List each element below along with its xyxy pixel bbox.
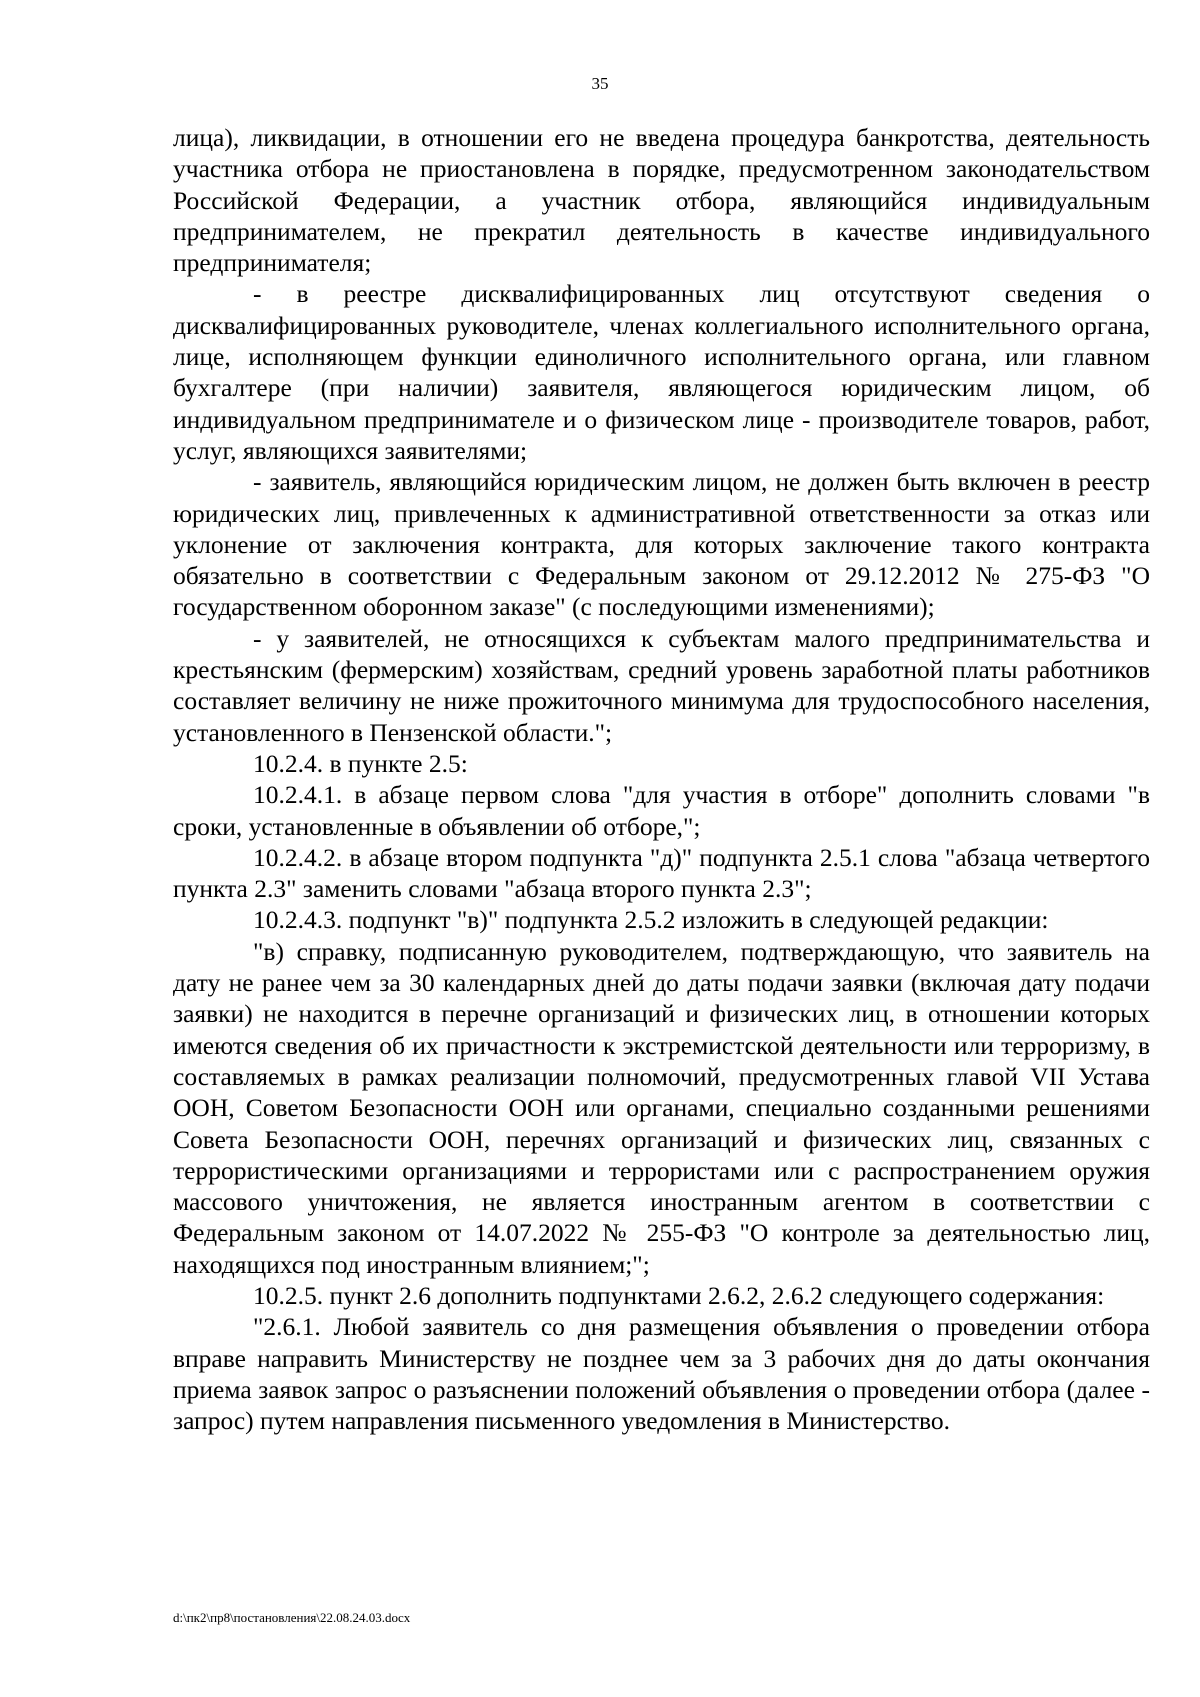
paragraph-10-2-4: 10.2.4. в пункте 2.5:	[253, 748, 468, 778]
document-body	[173, 122, 1150, 1436]
paragraph-average-salary: - у заявителей, не относящихся к субъектам малого предпринимательства и крестьянским (фермерским) хозяйствам, средний уровень заработной платы работников составляет величину не ниже прожиточного минимума для трудоспособного населения, установленного в Пензенской области.";	[173, 623, 1150, 747]
paragraph-disqualified-registry: - в реестре дисквалифицированных лиц отсутствуют сведения о дисквалифицированных руководителе, членах коллегиального исполнительного органа, лице, исполняющем функции единоличного исполнительного органа, или главном бухгалтере (при наличии) заявителя, являющегося юридическим лицом, об индивидуальном предпринимателе и о физическом лице - производителе товаров, работ, услуг, являющихся заявителями;	[173, 279, 1150, 465]
page-number: 35	[591, 74, 609, 93]
paragraph-10-2-4-2: 10.2.4.2. в абзаце втором подпункта "д)" подпункта 2.5.1 слова "абзаца четвертого пункта 2.3" заменить словами "абзаца второго пункта 2.3";	[173, 842, 1150, 904]
paragraph-10-2-4-1: 10.2.4.1. в абзаце первом слова "для участия в отборе" дополнить словами "в сроки, установленные в объявлении об отборе,";	[173, 780, 1150, 841]
paragraph-certificate: "в) справку, подписанную руководителем, подтверждающую, что заявитель на дату не ранее чем за 30 календарных дней до даты подачи заявки (включая дату подачи заявки) не находится в перечне организаций и физических лиц, в отношении которых имеются сведения об их причастности к экстремистской деятельности или терроризму, в составляемых в рамках реализации полномочий, предусмотренных главой VII Устава ООН, Советом Безопасности ООН или органами, специально созданными решениями Совета Безопасности ООН, перечнях организаций и физических лиц, связанных с террористическими организациями и террористами или с распространением оружия массового уничтожения, не является иностранным агентом в соответствии с Федеральным законом от 14.07.2022 № 255-ФЗ "О контроле за деятельностью лиц, находящихся под иностранным влиянием;";	[173, 936, 1150, 1279]
footer-file-path: d:\пк2\пр8\постановления\22.08.24.03.docx	[173, 1610, 411, 1625]
paragraph-continuation: лица), ликвидации, в отношении его не введена процедура банкротства, деятельность участника отбора не приостановлена в порядке, предусмотренном законодательством Российской Федерации, а участник отбора, являющийся индивидуальным предпринимателем, не прекратил деятельность в качестве индивидуального предпринимателя;	[173, 123, 1150, 278]
paragraph-legal-entity-registry: - заявитель, являющийся юридическим лицом, не должен быть включен в реестр юридических лиц, привлеченных к административной ответственности за отказ или уклонение от заключения контракта, для которых заключение такого контракта обязательно в соответствии с Федеральным законом от 29.12.2012 № 275-ФЗ "О государственном оборонном заказе" (с последующими изменениями);	[173, 467, 1150, 622]
paragraph-2-6-1: "2.6.1. Любой заявитель со дня размещения объявления о проведении отбора вправе направить Министерству не позднее чем за 3 рабочих дня до даты окончания приема заявок запрос о разъяснении положений объявления о проведении отбора (далее - запрос) путем направления письменного уведомления в Министерство.	[173, 1312, 1150, 1436]
paragraph-10-2-4-3: 10.2.4.3. подпункт "в)" подпункта 2.5.2 изложить в следующей редакции:	[253, 905, 1049, 935]
paragraph-10-2-5: 10.2.5. пункт 2.6 дополнить подпунктами 2.6.2, 2.6.2 следующего содержания:	[253, 1280, 1105, 1310]
